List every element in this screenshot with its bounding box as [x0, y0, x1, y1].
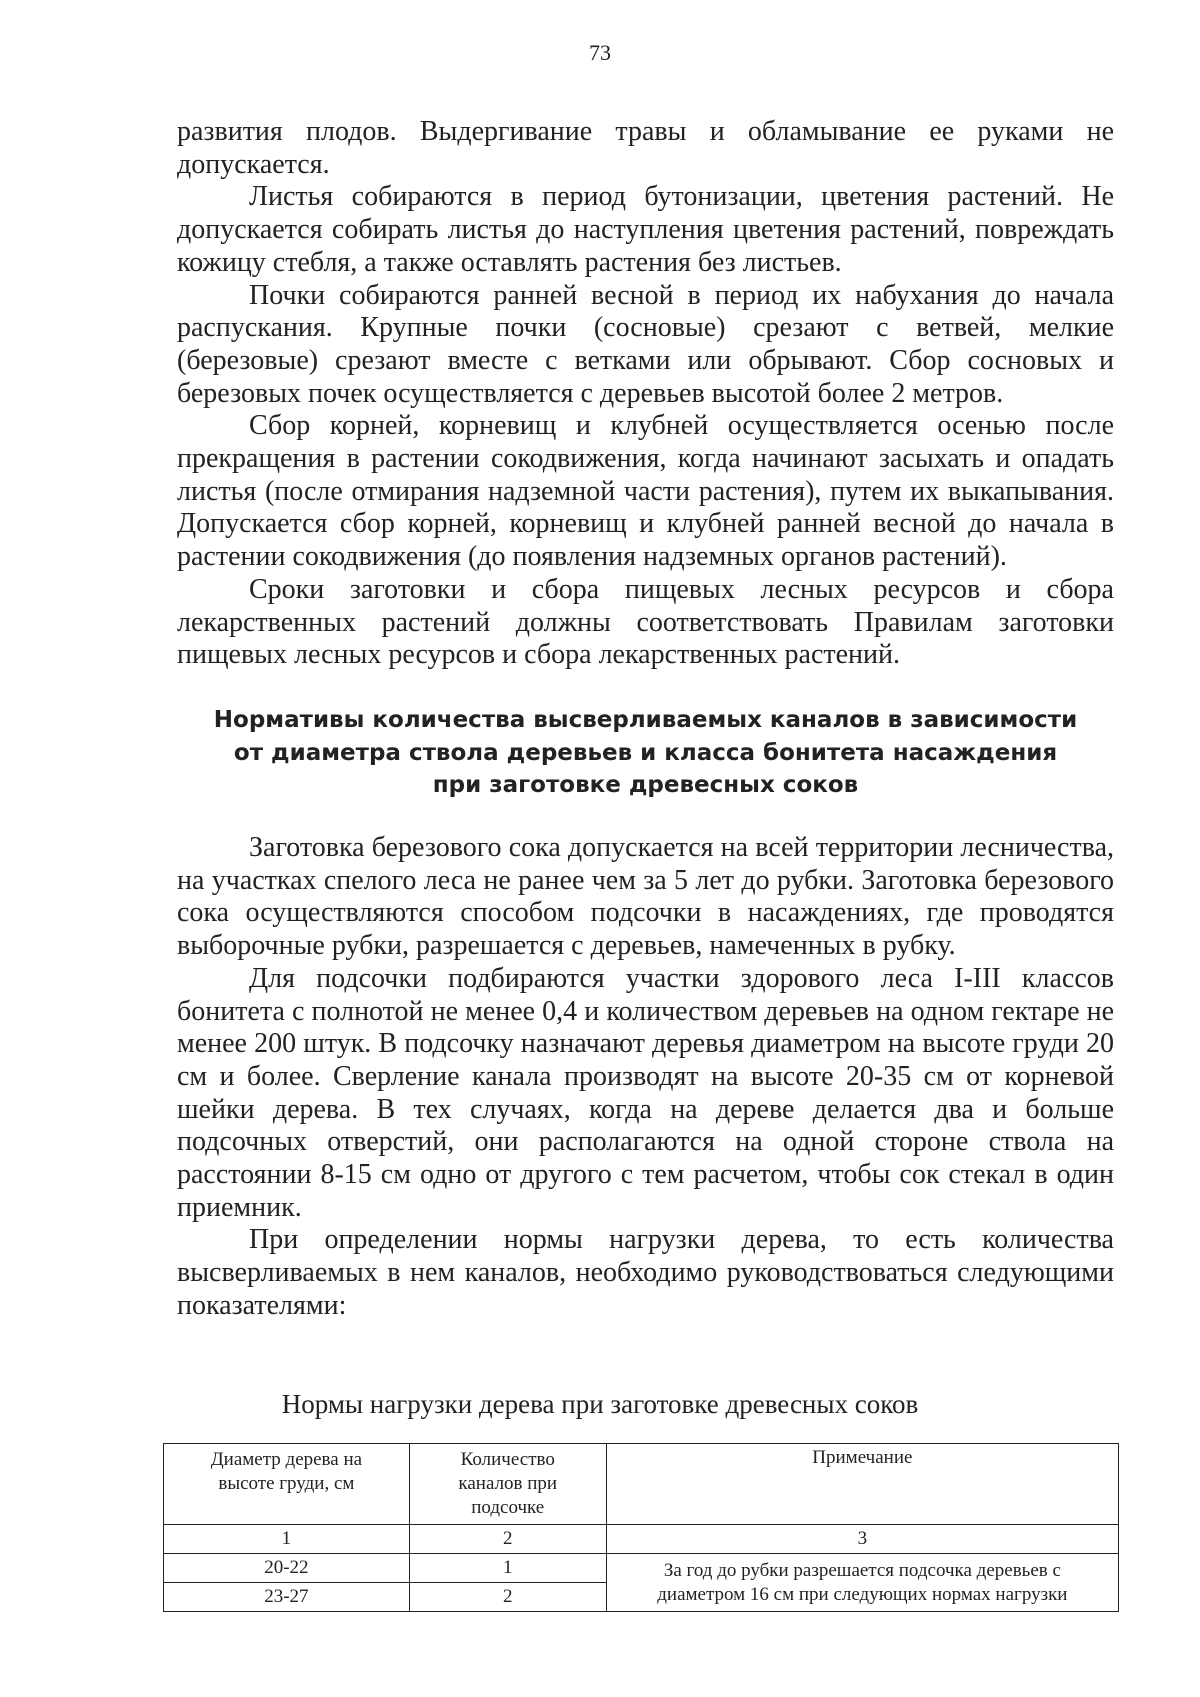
paragraph: Сроки заготовки и сбора пищевых лесных ресурсов и сбора лекарственных растений должны соответствовать Правилам заготовки пищевых лесных ресурсов и сбора лекарственных растений. — [177, 573, 1114, 671]
table-row — [164, 1554, 1119, 1583]
column-number-row — [164, 1525, 1119, 1554]
heading-line: при заготовке древесных соков — [432, 772, 859, 798]
paragraph: Заготовка березового сока допускается на всей территории лесничества, на участках спелого леса не ранее чем за 5 лет до рубки. Заготовка березового сока осуществляются способом подсочки в насаждениях, где проводятся выборочные рубки, разрешается с деревьев, намеченных в рубку. — [177, 832, 1114, 962]
header-cell: Количество каналов при подсочке — [409, 1444, 606, 1525]
header-cell: Примечание — [606, 1444, 1118, 1525]
heading-line: от диаметра ствола деревьев и класса бонитета насаждения — [233, 739, 1058, 766]
table-title: Нормы нагрузки дерева при заготовке древесных соков — [281, 1389, 919, 1419]
paragraph: Листья собираются в период бутонизации, цветения растений. Не допускается собирать листья до наступления цветения растений, повреждать кожицу стебля, а также оставлять растения без листьев. — [177, 181, 1114, 278]
body-text-bottom — [177, 832, 1114, 1323]
note-cell: За год до рубки разрешается подсочка деревьев с диаметром 16 см при следующих нормах нагрузки — [606, 1554, 1118, 1612]
diameter-cell: 23-27 — [164, 1583, 410, 1612]
channels-cell: 2 — [409, 1583, 606, 1612]
paragraph: Почки собираются ранней весной в период их набухания до начала распускания. Крупные почки (сосновые) срезают с ветвей, мелкие (березовые) срезают вместе с ветками или обрывают. Сбор сосновых и березовых почек осуществляется с деревьев высотой более 2 метров. — [177, 279, 1114, 409]
page-number: 73 — [589, 40, 611, 65]
channels-cell: 1 — [409, 1554, 606, 1583]
load-norms-table — [163, 1443, 1119, 1612]
paragraph: развития плодов. Выдергивание травы и обламывание ее руками не допускается. — [177, 116, 1114, 180]
section-heading — [177, 704, 1114, 802]
paragraph: При определении нормы нагрузки дерева, то есть количества высверливаемых в нем каналов, необходимо руководствоваться следующими показателями: — [177, 1224, 1114, 1321]
heading-line: Нормативы количества высверливаемых каналов в зависимости — [213, 707, 1078, 733]
paragraph: Сбор корней, корневищ и клубней осуществляется осенью после прекращения в растении сокодвижения, когда начинают засыхать и опадать листья (после отмирания надземной части растения), путем их выкапывания. Допускается сбор корней, корневищ и клубней ранней весной до начала в растении сокодвижения (до появления надземных органов растений). — [177, 410, 1114, 573]
diameter-cell: 20-22 — [164, 1554, 410, 1583]
body-text-top — [177, 116, 1114, 672]
column-number-cell: 2 — [409, 1525, 606, 1554]
header-cell: Диаметр дерева на высоте груди, см — [164, 1444, 410, 1525]
table-header-row — [164, 1444, 1119, 1525]
paragraph: Для подсочки подбираются участки здорового леса I-III классов бонитета с полнотой не менее 0,4 и количеством деревьев на одном гектаре не менее 200 штук. В подсочку назначают деревья диаметром на высоте груди 20 см и более. Сверление канала производят на высоте 20-35 см от корневой шейки дерева. В тех случаях, когда на дереве делается два и больше подсочных отверстий, они располагаются на одной стороне ствола на расстоянии 8-15 см одно от другого с тем расчетом, чтобы сок стекал в один приемник. — [177, 962, 1114, 1223]
column-number-cell: 3 — [606, 1525, 1118, 1554]
column-number-cell: 1 — [164, 1525, 410, 1554]
